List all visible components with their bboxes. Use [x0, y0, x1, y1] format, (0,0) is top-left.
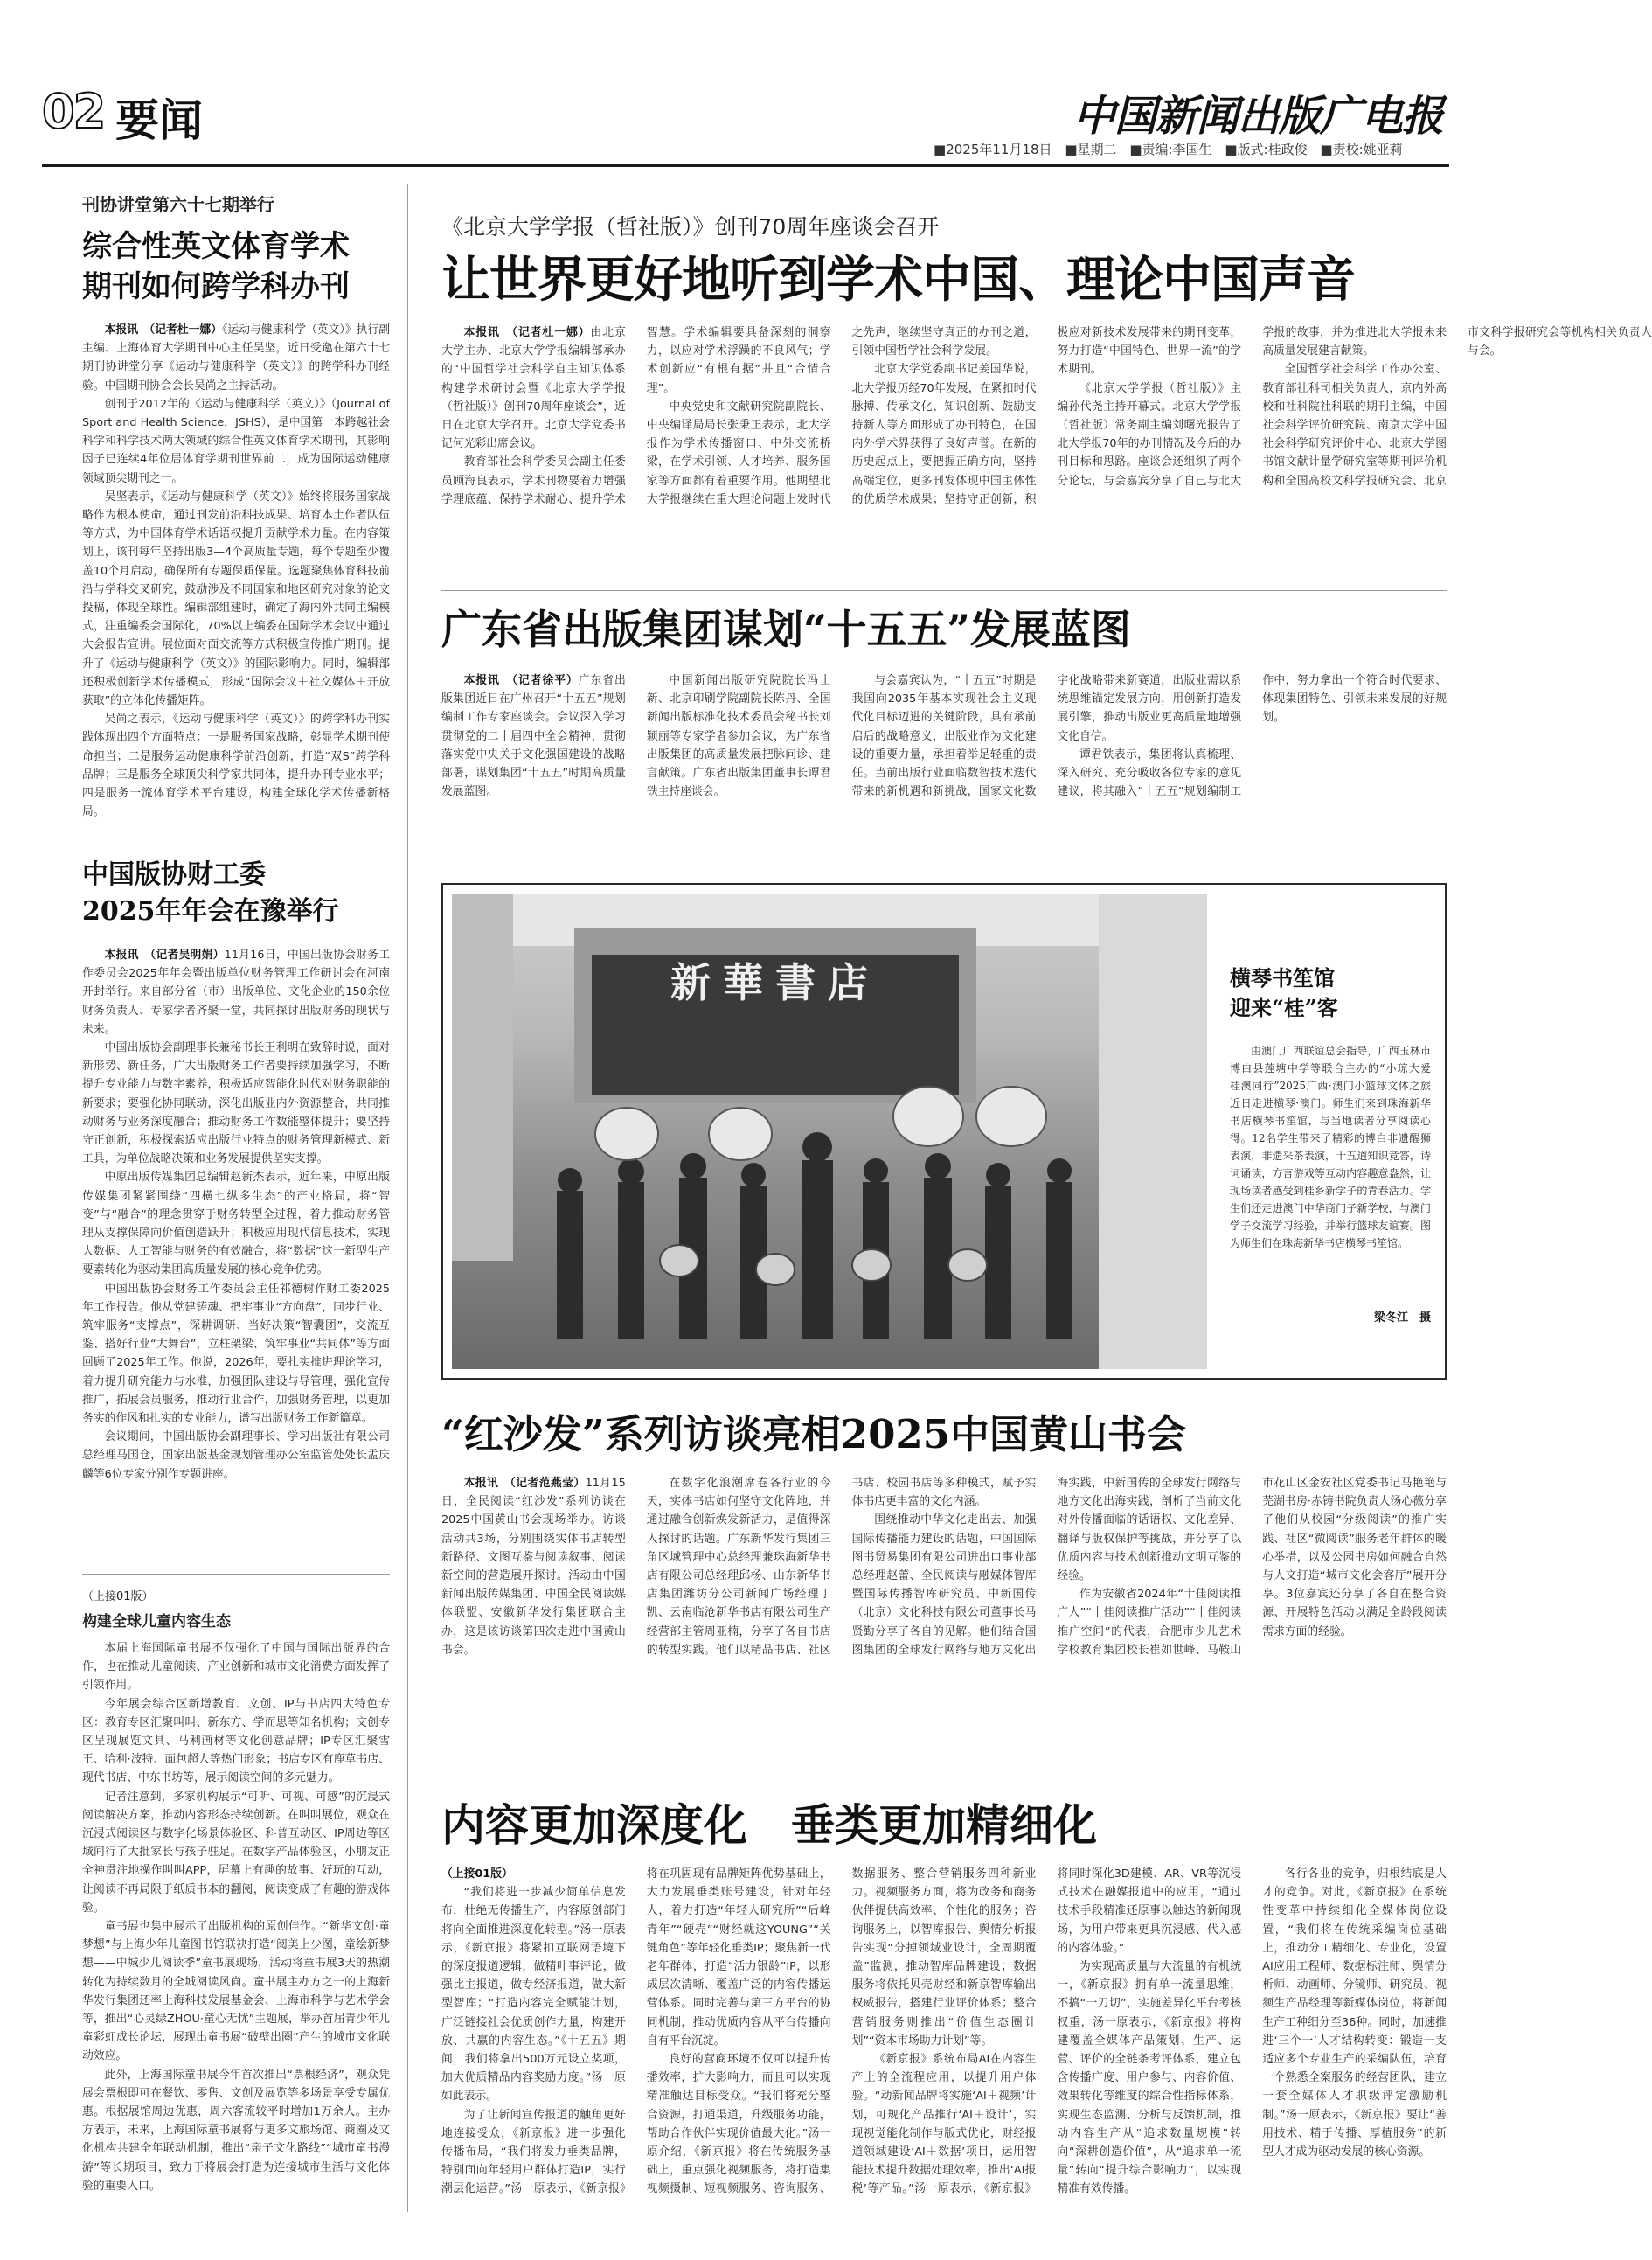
main-story-red-sofa	[441, 1408, 1447, 1749]
paragraph: 本报讯 （记者杜一娜）《运动与健康科学（英文）》执行副主编、上海体育大学期刊中心主任吴坚，近日受邀在第六十七期刊协讲堂分享《运动与健康科学（英文）》的跨学科办刊经验。中国期刊协会会长吴尚之主持活动。	[82, 323, 390, 393]
story-headline	[82, 226, 390, 307]
story-body	[82, 1639, 390, 2208]
layout-credit: 版式:桂政俊	[1237, 142, 1308, 157]
paragraph: 各行各业的竞争，归根结底是人才的竞争。对此，《新京报》在系统性变革中持续细化全媒体岗位设置，“我们将在传统采编岗位基础上，推动分工精细化、专业化，设置AI应用工程师、数据标注师、舆情分析师、动画师、分镜师、研究员、视频生产品经理等新媒体岗位，将新闻生产工种细分至36种。同时，加速推进‘三个一’人才结构转变：锻造一支适应多个专业生产的采编队伍，培育一个熟悉全案服务的经营团队，建立一套全媒体人才职级评定激励机制。”汤一原表示，《新京报》要让“善用技术、精于传播、厚植服务”的新型人才成为驱动发展的核心资源。	[1262, 1867, 1447, 2159]
paragraph: 由澳门广西联谊总会指导，广西玉林市博白县莲塘中学等联合主办的“小琼大爱 桂澳同行”2025广西·澳门小篮球文体之旅近日走进横琴·澳门。师生们来到珠海新华书店横琴书笙馆，与当地读者分享阅读心得。12名学生带来了精彩的博白非遗醒狮表演，非遗采茶表演，十五道知识竞答，诗词诵读，方言游戏等互动内容趣意盎然，让现场读者感受到桂乡新学子的青春活力。学生们还走进澳门中华商门子新学校，与澳门学子交流学习经验，并举行篮球友谊赛。图为师生们在珠海新华书店横琴书笙馆。	[1230, 1045, 1442, 1249]
paragraph: 中原出版传媒集团总编辑赵新杰表示，近年来，中原出版传媒集团紧紧围绕“四横七纵多生态”的产业格局，将“智变”与“融合”的理念贯穿于财务转型全过程，着力推动财务管理从支撑保障向价值创造跃升；积极应用现代信息技术，实现大数据、人工智能与财务的有效融合，将“数据”这一新型生产要素转化为驱动集团高质量发展的核心竞争优势。	[82, 1171, 390, 1277]
paragraph: 童书展也集中展示了出版机构的原创佳作。“新华文创·童梦想”与上海少年儿童图书馆联袂打造“阅美上少图，童绘新梦想——中城少儿阅读季”童书展现场，活动将童书展3天的热潮转化为持续数月的全城阅读风尚。童书展主办方之一的上海新华发行集团还率上海科技发展基金会、上海市科学与艺术学会等，推出“心灵绿ZHOU·童心无忧”主题展，举办首届青少年儿童彩虹成长论坛，展现出童书展“破壁出圈”产生的城市文化联动效应。	[82, 1920, 390, 2063]
headline-line: 期刊如何跨学科办刊	[82, 269, 350, 304]
story-headline: 内容更加深度化 垂类更加精细化	[441, 1799, 1097, 1851]
headline-line: 迎来“桂”客	[1230, 995, 1338, 1020]
photo-story-headline	[1230, 963, 1431, 1023]
paragraph: 创刊于2012年的《运动与健康科学（英文）》（Journal of Sport and Health Science，JSHS），是中国第一本跨越社会科学和科学技术两大领域的综合性英文体育学术期刊，其影响因子已连续4年位居体育学期刊世界前二，成为国际运动健康领域顶尖期刊之一。	[82, 397, 390, 485]
square-bullet-icon: ■	[1225, 142, 1238, 157]
proof-credit: 责校:姚亚莉	[1332, 142, 1403, 157]
main-story-pku-journal	[441, 210, 1652, 586]
section-title: 要闻	[115, 94, 203, 146]
paragraph: 为实现高质量与大流量的有机统一，《新京报》拥有单一流量思维，不搞“一刀切”，实施差异化平台考核权重，汤一原表示，《新京报》将构建覆盖全媒体产品策划、生产、运营、评价的全链条考评体系，建立包含传播广度、用户参与、内容价值、效果转化等维度的综合性指标体系，实现生态监测、分析与反馈机制，推动内容生产从“追求数量规模”转向“深耕创造价值”，从“追求单一流量”转向“提升综合影响力”，以实现精准有效传播。	[1057, 1960, 1242, 2196]
paragraph: “我们将进一步减少简单信息发布，杜绝无传播生产，内容原创部门将向全面推进深度化转型。”汤一原表示，《新京报》将紧扣互联网语境下的深度报道逻辑，做精叶事评论，做强比主报道，做专经济报道，做大新型智库；“打造内容完全赋能计划，广泛链接社会优质创作力量，构建开放、共赢的内容生态。”《十五五》期间，我们将拿出500万元设立奖项，加大优质精品内容奖励力度。”汤一原如此表示。	[441, 1886, 626, 2104]
main-story-guangdong-group	[441, 602, 1447, 864]
issue-date: 2025年11月18日	[946, 142, 1052, 157]
paragraph: 中央党史和文献研究院副院长、中央编译局局长张秉正表示，北大学报作为学术传播窗口、中外交流桥梁，在学术引领、人才培养、服务国家等方面都有着重要作用。他期望北大学报继续在重大理论问题上发时代之先声，继续坚守真正的办刊之道，引领中国哲学社会科学发展。	[646, 326, 1037, 506]
paragraph: 中国新闻出版研究院院长冯士新、北京印刷学院副院长陈丹、全国新闻出版标准化技术委员会秘书长刘颖丽等专家学者参加会议，为广东省出版集团的高质量发展把脉问诊、建言献策。广东省出版集团董事长谭君铁主持座谈会。	[646, 674, 831, 799]
story-headline: 广东省出版集团谋划“十五五”发展蓝图	[441, 606, 1131, 653]
paragraph: 谭君铁表示，集团将认真梳理、深入研究、充分吸收各位专家的意见建议，将其融入“十五五”规划编制工作中，努力拿出一个符合时代要求、体现集团特色、引领未来发展的好规划。	[1057, 674, 1447, 799]
photo-caption	[1230, 1042, 1442, 1304]
byline: 本报讯 （记者杜一娜）	[104, 323, 222, 337]
paragraph: 为了让新闻宣传报道的触角更好地连接受众，《新京报》进一步强化传播布局，“我们将发力垂类品牌，特别面向年轻用户群体打造IP，实行潮层化运营。”汤一原表示，《新京报》将在巩固现有品牌矩阵优势基础上，大力发展垂类账号建设，针对年轻人，着力打造“年轻人研究所”“后峰青年”“硬壳”“财经就这YOUNG”“关键角色”等年轻化垂类IP；聚焦新一代老年群体，打造“活力银龄”IP，以形成层次清晰、覆盖广泛的内容传播运营体系。同时完善与第三方平台的协同机制，推动优质内容从平台传播向自有平台沉淀。	[441, 1867, 831, 2196]
story-body	[82, 946, 390, 1558]
paragraph: 此外，上海国际童书展今年首次推出“票根经济”，观众凭展会票根即可在餐饮、零售、文创及展览等多场景享受专属优惠。根据展馆周边优惠，周六客流较平时增加1万余人。主办方表示，未来，上海国际童书展将与更多文旅场馆、商圈及文化机构共建全年联动机制，推出“亲子文化路线”“城市童书漫游”等长期项目，致力于将展会打造为连接城市生活与文化体验的重要入口。	[82, 2068, 390, 2193]
byline: 本报讯 （记者徐平）	[463, 674, 579, 687]
issue-weekday: 星期二	[1077, 142, 1117, 157]
story-body	[441, 323, 1652, 516]
story-headline: “红沙发”系列访谈亮相2025中国黄山书会	[441, 1411, 1187, 1457]
bookstore-sign: 新華書店	[670, 959, 880, 1006]
continued-note: （上接01版）	[82, 1590, 154, 1603]
masthead-logo: 中国新闻出版广电报	[1073, 92, 1444, 141]
photographer-credit: 梁冬江 摄	[1373, 1311, 1431, 1325]
paragraph: 良好的营商环境不仅可以提升传播效率，扩大影响力，而且可以实现精准触达目标受众。“我们将充分整合资源，打通渠道，升级服务功能，帮助合作伙伴实现价值最大化。”汤一原介绍，《新京报》将在传统服务基础上，重点强化视频服务，将打造集视频摄制、短视频服务、咨询服务、数据服务、整合营销服务四种新业力。视频服务方面，将为政务和商务伙伴提供高效率、个性化的服务；咨询服务上，以智库报告、舆情分析报告实现“分掉领域业设计，全周期覆盖”监测，推动智库品牌建设；数据服务将依托贝壳财经和新京智库输出权威报告，搭建行业评价体系；整合营销服务则推出“价值生态圈计划”“资本市场助力计划”等。	[646, 1867, 1037, 2196]
paragraph: 教育部社会科学委员会副主任委员顾海良表示，学术刊物要着力增强学理底蕴、保持学术耐心、提升学术智慧。学术编辑要具备深刻的洞察力，以应对学术浮躁的不良风气；学术创新应“有根有据”并且“合情合理”。	[441, 326, 831, 506]
paragraph: 《北京大学学报（哲社版）》主编孙代尧主持开幕式。北京大学学报（哲社版）常务副主编刘曙光报告了北大学报70年的办刊情况及今后的办刊目标和思路。座谈会还组织了两个分论坛，与会嘉宾分享了自己与北大学报的故事，并为推进北大学报未来高质量发展建言献策。	[1057, 326, 1447, 488]
header-rule	[42, 164, 1449, 167]
left-story-children-content	[82, 1587, 390, 2208]
paragraph: 中国出版协会副理事长兼秘书长王利明在致辞时说，面对新形势、新任务，广大出版财务工作者要持续加强学习，不断提升专业能力与数字素养，积极适应智能化时代对财务职能的新要求；要强化协同联动，深化出版业内外资源整合，共同推动财务与业务深度融合；推动财务工作数能整体提升；要坚持守正创新，积极探索适应出版行业特点的财务管理新模式、新工具，为单位战略决策和业务发展提供坚实支撑。	[82, 1041, 390, 1166]
continued-note: （上接01版）	[441, 1867, 513, 1881]
story-headline	[82, 857, 390, 930]
paragraph: 本届上海国际童书展不仅强化了中国与国际出版界的合作，也在推动儿童阅读、产业创新和城市文化消费方面发挥了引领作用。	[82, 1642, 390, 1693]
section-divider	[82, 1574, 390, 1575]
paragraph: 本报讯 （记者徐平）广东省出版集团近日在广州召开“十五五”规划编制工作专家座谈会。会议深入学习贯彻党的二十届四中全会精神，贯彻落实党中央关于文化强国建设的战略部署，谋划集团“十五五”时期高质量发展蓝图。	[441, 674, 626, 799]
paragraph: 北京大学党委副书记姜国华说，北大学报历经70年发展，在紧扣时代脉搏、传承文化、知识创新、鼓励支持新人等方面形成了办刊特色，在国内外学术界获得了良好声誉。在新的历史起点上，要把握正确方向，坚持高端定位，更多刊发体现中国主体性的优质学术成果；坚持守正创新，积极应对新技术发展带来的期刊变革，努力打造“中国特色、世界一流”的学术期刊。	[851, 326, 1242, 506]
left-story-sports-journal	[82, 191, 390, 833]
photo-caption-block	[1230, 963, 1442, 1366]
paragraph: 与会嘉宾认为，“十五五”时期是我国向2035年基本实现社会主义现代化目标迈进的关键阶段，具有承前启后的战略意义，出版业作为文化建设的重要力量，承担着举足轻重的责任。当前出版行业面临数智技术迭代带来的新机遇和新挑战，国家文化数字化战略带来新赛道，出版业需以系统思维锚定发展方向，用创新打造发展引擎，推动出版业更高质量地增强文化自信。	[851, 674, 1242, 799]
editor-credit: 责编:李国生	[1142, 142, 1212, 157]
page-number: 02	[42, 84, 105, 139]
headline-line: 2025年年会在豫举行	[82, 896, 339, 927]
story-headline: 构建全球儿童内容生态	[82, 1613, 231, 1631]
story-headline: 让世界更好地听到学术中国、理论中国声音	[441, 251, 1355, 309]
paragraph: 中国出版协会财务工作委员会主任祁德树作财工委2025年工作报告。他从党建铸魂、把牢事业“方向盘”，同步行业、筑牢服务“支撑点”，深耕调研、当好决策“智囊团”，交流互鉴、搭好行业“大舞台”，立柱架梁、筑牢事业“共同体”等方面回顾了2025年工作。他说，2026年，要扎实推进理论学习，着力提升研究能力与水准，加强团队建设与导管理，强化宣传推广，拓展会员服务，推动行业合作，加强财务管理，以更加务实的作风和扎实的专业能力，谱写出版财务工作新篇章。	[82, 1282, 390, 1426]
paragraph: 吴尚之表示，《运动与健康科学（英文）》的跨学科办刊实践体现出四个方面特点：一是服务国家战略，彰显学术期刊使命担当；二是服务运动健康科学前沿创新，打造“双S”跨学科品牌；三是服务全球顶尖科学家共同体，提升办刊专业水平；四是服务一流体育学术平台建设，构建全球化学术传播新格局。	[82, 713, 390, 819]
main-story-content-depth	[441, 1797, 1447, 2212]
square-bullet-icon: ■	[1065, 142, 1078, 157]
paragraph: 作为安徽省2024年“十佳阅读推广人”“十佳阅读推广活动”“十佳阅读推广空间”的代表，合肥市少儿艺术学校教育集团校长崔如世峰、马鞍山市花山区金安社区党委书记马艳艳与芜湖书房·赤铸书院负责人汤心薇分享了他们从校园“分级阅读”的推广实践、社区“微阅读”服务老年群体的暖心举措，以及公园书房如何融合自然与人文打造“城市文化会客厅”展开分享。3位嘉宾还分享了各自在整合资源、开展特色活动以满足全龄段阅读需求方面的经验。	[1057, 1477, 1447, 1657]
header-meta	[934, 140, 1403, 158]
paragraph: 全国哲学社会科学工作办公室、教育部社科司相关负责人，京内外高校和社科院社科联的期刊主编，中国社会科学评价研究院、南京大学中国社会科学研究评价中心、北京大学图书馆文献计量学研究室等期刊评价机构和全国高校文科学报研究会、北京市文科学报研究会等机构相关负责人与会。	[1262, 326, 1652, 488]
news-photo	[452, 894, 1207, 1369]
left-story-finance-committee	[82, 857, 390, 1565]
headline-line: 中国版协财工委	[82, 859, 266, 890]
byline: 本报讯 （记者范燕莹）	[463, 1477, 586, 1490]
square-bullet-icon: ■	[1320, 142, 1333, 157]
paragraph: 今年展会综合区新增教育、文创、IP与书店四大特色专区：教育专区汇聚叫叫、新东方、学而思等知名机构；文创专区呈现展览文具、马利画材等文化创意品牌；IP专区汇聚雪王、哈利·波特、面包超人等热门形象；书店专区有鹿草书店、现代书店、中东书坊等，展示阅读空间的多元魅力。	[82, 1697, 390, 1785]
paragraph: 《新京报》系统布局AI在内容生产上的全流程应用，以提升用户体验。“动新闻品牌将实施‘AI＋视频’计划，可规化产品推行‘AI＋设计’，实现视觉能化制作与版式优化，财经报道领域建设‘AI＋数据’项目，运用智能技术提升数据处理效率，推出‘AI报税’等产品。”汤一原表示，《新京报》将同时深化3D建模、AR、VR等沉浸式技术在融媒报道中的应用，“通过技术手段精准还原事以触达的新闻现场，为用户带来更具沉浸感、代入感的内容体验。”	[851, 1867, 1242, 2196]
headline-line: 综合性英文体育学术	[82, 229, 350, 264]
paragraph: 本报讯 （记者范燕莹）11月15日，全民阅读“红沙发”系列访谈在2025中国黄山书会现场举办。访谈活动共3场，分别围绕实体书店转型新路径、文图互鉴与阅读叙事、阅读新空间的营造展开探讨。活动由中国新闻出版传媒集团、中国全民阅读媒体联盟、安徽新华发行集团联合主办，这是该访谈第四次走进中国黄山书会。	[441, 1477, 626, 1657]
story-kicker: 刊协讲堂第六十七期举行	[82, 194, 274, 215]
story-kicker: 《北京大学学报（哲社版）》创刊70周年座谈会召开	[441, 214, 940, 240]
paragraph: 吴坚表示，《运动与健康科学（英文）》始终将服务国家战略作为根本使命，通过刊发前沿科技成果、培育本土作者队伍等方式，为中国体育学术话语权提升贡献学术力量。在内容策划上，该刊每年坚持出版3—4个高质量专题，每个专题至少覆盖10个月启动，确保所有专题保质保量。选题聚焦体育科技前沿与学科交叉研究，鼓励涉及不同国家和地区研究对象的论文投稿，体现全球性。编辑部组建时，确定了海内外共同主编模式，注重编委会国际化，70%以上编委在国际学术会议中通过大会报告宣讲。展位面对面交流等方式积极宣传推广期刊。提升了《运动与健康科学（英文）》的国际影响力。同时，编辑部还积极创新学术传播模式，形成“国际会议＋社交媒体＋开放获取”的立体化传播矩阵。	[82, 490, 390, 708]
square-bullet-icon: ■	[1129, 142, 1142, 157]
byline: 本报讯 （记者杜一娜）	[463, 326, 591, 339]
story-body	[441, 1865, 1447, 2206]
page-header	[42, 35, 1449, 166]
story-body	[441, 671, 1447, 864]
byline: 本报讯 （记者吴明娟）	[104, 949, 225, 962]
paragraph: 本报讯 （记者吴明娟）11月16日，中国出版协会财务工作委员会2025年年会暨出版单位财务管理工作研讨会在河南开封举行。来自部分省（市）出版单位、文化企业的150余位财务负责人、专家学者齐聚一堂，共同探讨出版财务的现状与未来。	[82, 949, 390, 1036]
headline-line: 横琴书笙馆	[1230, 965, 1335, 991]
paragraph: 围绕推动中华文化走出去、加强国际传播能力建设的话题，中国国际图书贸易集团有限公司进出口事业部总经理赵蕾、全民阅读与融媒体智库暨国际传播智库研究员、中新国传（北京）文化科技有限公司董事长马贤勤分享了各自的见解。他们结合国图集团的全球发行网络与地方文化出海实践，中新国传的全球发行网络与地方文化出海实践，剖析了当前文化对外传播面临的话语权、文化差异、翻译与版权保护等挑战，并分享了以优质内容与技术创新推动文明互鉴的经验。	[851, 1477, 1242, 1657]
paragraph: 记者注意到，多家机构展示“可听、可视、可感”的沉浸式阅读解决方案，推动内容形态持续创新。在叫叫展位，观众在沉浸式阅读区与数字化场景体验区、科普互动区、IP周边等区域间行了大批家长与孩子驻足。在数字产品体验区，小朋友正全神贯注地操作叫叫APP，屏幕上有趣的故事、好玩的互动，让阅读不再局限于纸质书本的翻阅，阅读变成了有趣的游戏体验。	[82, 1790, 390, 1915]
paragraph: 本报讯 （记者杜一娜）由北京大学主办、北京大学学报编辑部承办的“中国哲学社会科学自主知识体系构建学术研讨会暨《北京大学学报（哲社版）》创刊70周年座谈会”，近日在北京大学召开。北京大学党委书记何光彩出席会议。	[441, 326, 626, 451]
section-divider	[441, 590, 1447, 591]
column-divider	[407, 184, 408, 2212]
paragraph: 会议期间，中国出版协会副理事长、学习出版社有限公司总经理马国仓，国家出版基金规划管理办公室监管处处长孟庆麟等6位专家分别作专题讲座。	[82, 1430, 390, 1481]
story-body	[441, 1474, 1447, 1736]
photo-story-box	[441, 883, 1447, 1380]
story-body	[82, 321, 390, 845]
square-bullet-icon: ■	[934, 142, 947, 157]
paragraph: 在数字化浪潮席卷各行业的今天，实体书店如何坚守文化阵地，并通过融合创新焕发新活力，是值得深入探讨的话题。广东新华发行集团三角区域管理中心总经理兼珠海新华书店有限公司总经理邱杨、山东新华书店集团潍坊分公司新闻广场经理丁凯、云南临沧新华书店有限公司生产经营部主管周亚楠，分享了各自书店的转型实践。他们以精品书店、社区书店、校园书店等多种模式，赋予实体书店更丰富的文化内涵。	[646, 1477, 1037, 1657]
